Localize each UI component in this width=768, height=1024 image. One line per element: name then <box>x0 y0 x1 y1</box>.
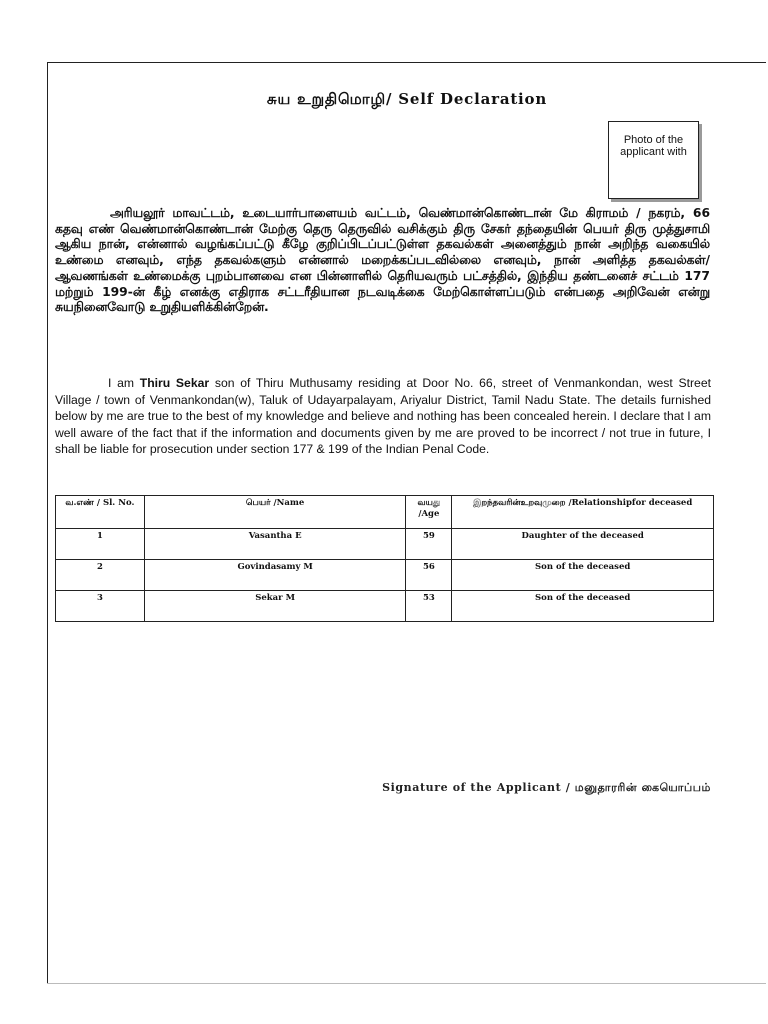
table-header-row <box>56 496 714 529</box>
table-row <box>56 591 714 622</box>
applicant-name: Thiru Sekar <box>139 376 210 390</box>
table-row <box>56 560 714 591</box>
table-row <box>56 529 714 560</box>
cell-relationship: Son of the deceased <box>452 560 714 591</box>
english-paragraph-prefix: I am <box>108 376 140 390</box>
tamil-declaration-paragraph: அரியலூர் மாவட்டம், உடையார்பாளையம் வட்டம், வெண்மான்கொண்டான் மே கிராமம் / நகரம், 66 கதவு எண் வெண்மான்கொண்டான் மேற்கு தெரு தெருவில் வசிக்கும் திரு சேகர் தந்தையின் பெயர் திரு முத்துசாமி ஆகிய நான், என்னால் வழங்கப்பட்டு கீழே குறிப்பிடப்பட்டுள்ள தகவல்கள் அனைத்தும் நான் அறிந்த வகையில் உண்மை எனவும், எந்த தகவல்களும் என்னால் மறைக்கப்படவில்லை எனவும், நான் அளித்த தகவல்கள்/ ஆவணங்கள் உண்மைக்கு புறம்பானவை என பின்னாளில் தெரியவரும் பட்சத்தில், இந்திய தண்டனைச் சட்டம் 177 மற்றும் 199-ன் கீழ் எனக்கு எதிராக சட்டரீதியான நடவடிக்கை மேற்கொள்ளப்படும் என்பதை அறிவேன் என்று சுயநினைவோடு உறுதியளிக்கின்றேன். <box>55 206 710 315</box>
cell-name: Govindasamy M <box>144 560 406 591</box>
header-relationship: இறந்தவரின்உறவுமுறை /Relationshipfor deceased <box>452 496 714 529</box>
declaration-page <box>47 62 766 983</box>
header-age: வயது /Age <box>406 496 452 529</box>
legal-heirs-table <box>55 495 714 622</box>
cell-sl-no: 2 <box>56 560 145 591</box>
cell-name: Sekar M <box>144 591 406 622</box>
photo-placeholder-label: Photo of the applicant with <box>620 134 687 158</box>
page-title: சுய உறுதிமொழி/ Self Declaration <box>266 90 548 108</box>
photo-placeholder <box>608 121 699 199</box>
english-paragraph-body: son of Thiru Muthusamy residing at Door No. 66, street of Venmankondan, west Street Village / town of Venmankondan(w), Taluk of Udayarpalayam, Ariyalur District, Tamil Nadu State. The details furnished below by me are true to the best of my knowledge and believe and nothing has been concealed herein. I declare that I am well aware of the fact that if the information and documents given by me are proved to be incorrect / not true in future, I shall be liable for prosecution under section 177 & 199 of the Indian Penal Code. <box>55 376 711 457</box>
cell-name: Vasantha E <box>144 529 406 560</box>
cell-age: 56 <box>406 560 452 591</box>
header-name: பெயர் /Name <box>144 496 406 529</box>
page-bottom-divider <box>47 983 766 984</box>
cell-age: 59 <box>406 529 452 560</box>
signature-label: Signature of the Applicant / மனுதாரரின் கையொப்பம் <box>382 781 711 794</box>
english-declaration-paragraph <box>55 375 711 458</box>
cell-sl-no: 1 <box>56 529 145 560</box>
cell-age: 53 <box>406 591 452 622</box>
cell-relationship: Son of the deceased <box>452 591 714 622</box>
header-sl-no: வ.எண் / Sl. No. <box>56 496 145 529</box>
cell-sl-no: 3 <box>56 591 145 622</box>
cell-relationship: Daughter of the deceased <box>452 529 714 560</box>
